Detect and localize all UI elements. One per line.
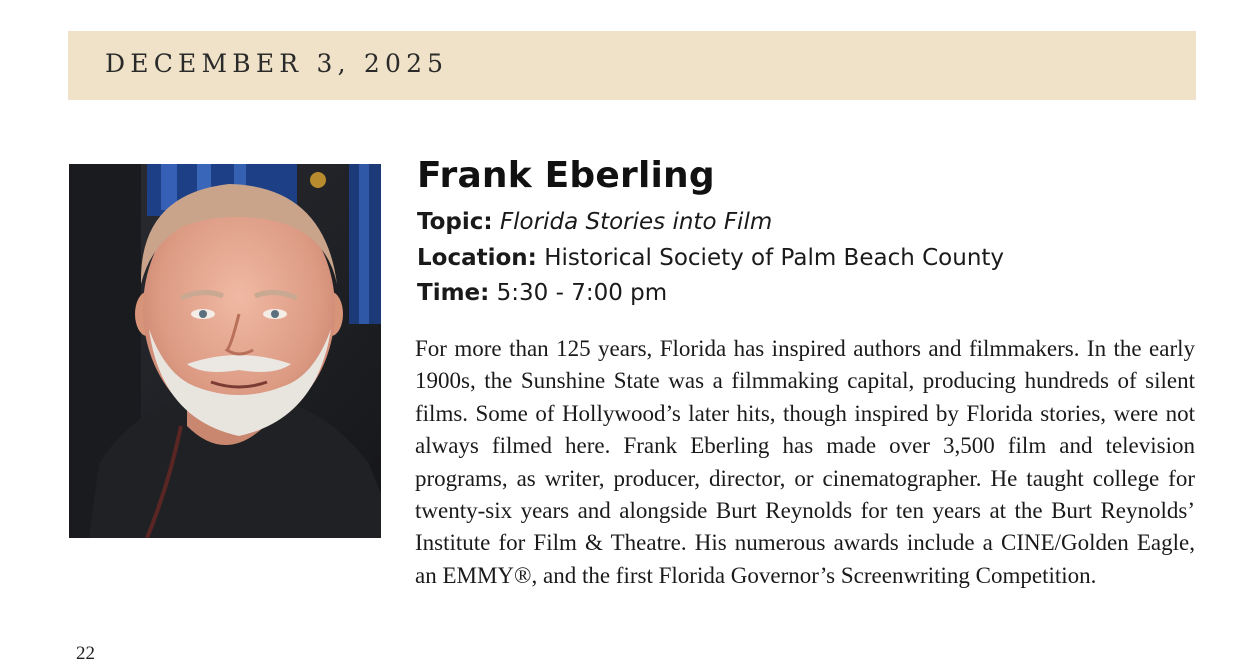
event-date: DECEMBER 3, 2025 <box>105 49 449 78</box>
speaker-photo <box>69 164 381 538</box>
page-number: 22 <box>76 643 95 661</box>
topic-line <box>417 209 772 235</box>
topic-value: Florida Stories into Film <box>499 209 773 235</box>
location-value: Historical Society of Palm Beach County <box>544 245 1005 271</box>
speaker-name: Frank Eberling <box>417 155 715 196</box>
time-line <box>417 280 667 306</box>
time-value: 5:30 - 7:00 pm <box>496 280 668 306</box>
time-label: Time: <box>417 280 490 306</box>
date-banner <box>68 31 1196 100</box>
location-line <box>417 245 1004 271</box>
topic-label: Topic: <box>417 209 493 235</box>
location-label: Location: <box>417 245 537 271</box>
speaker-bio: For more than 125 years, Florida has inspired authors and filmmakers. In the early 1900s, the Sunshine State was a filmmaking capital, producing hundreds of silent films. Some of Hollywood’s later hits, though inspired by Florida stories, were not always filmed here. Frank Eberling has made over 3,500 film and television programs, as writer, producer, director, or cinematographer. He taught college for twenty-six years and alongside Burt Reynolds for ten years at the Burt Reynolds’ Institute for Film & Theatre. His numerous awards include a CINE/Golden Eagle, an EMMY®, and the first Florida Governor’s Screenwriting Competition. <box>415 336 1195 588</box>
